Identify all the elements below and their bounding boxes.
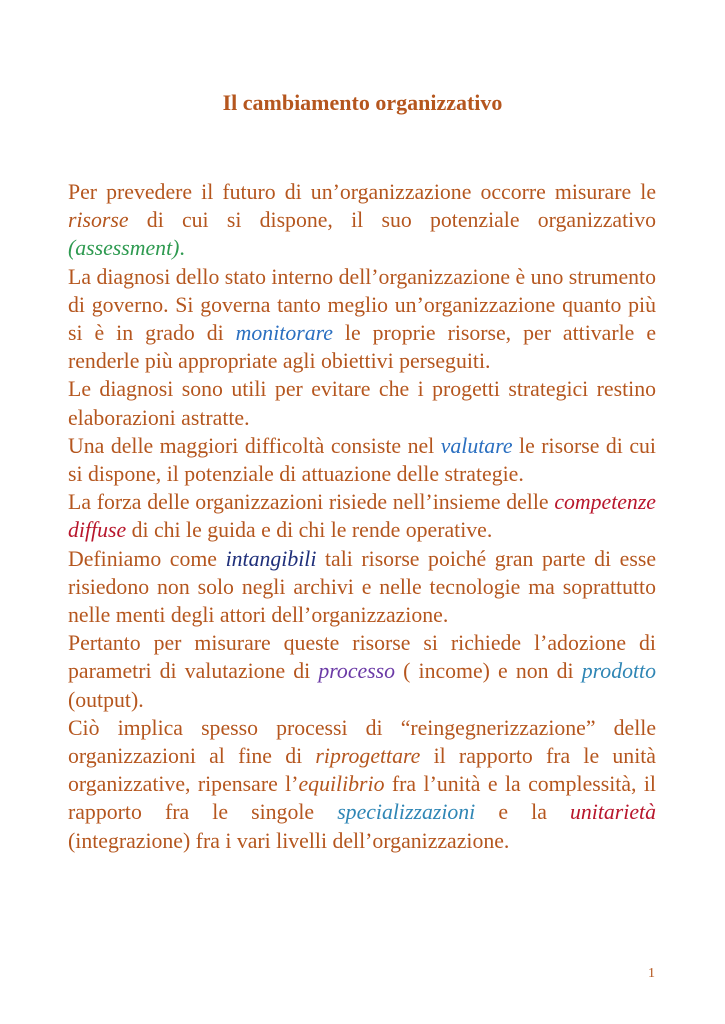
keyword-specializzazioni: specializzazioni <box>337 800 476 825</box>
paragraph-6 <box>68 545 656 630</box>
paragraph-2-text-a: La diagnosi dello stato interno dell’organizzazione è uno strumento di governo. Si governa tanto meglio un’organizzazione quanto più si è in grado di <box>68 264 656 346</box>
paragraph-8-text-e: (integrazione) fra i vari livelli dell’organizzazione. <box>68 828 510 853</box>
keyword-intangibili: intangibili <box>225 546 317 571</box>
paragraph-8 <box>68 714 656 855</box>
paragraph-1-end: . <box>179 236 185 261</box>
paragraph-6-text-b: tali risorse poiché gran parte di esse risiedono non solo negli archivi e nelle tecnologie ma soprattutto nelle menti degli attori dell’organizzazione. <box>68 546 656 628</box>
keyword-prodotto: prodotto <box>581 659 656 684</box>
keyword-monitorare: monitorare <box>235 321 333 346</box>
page-number: 1 <box>648 966 655 981</box>
keyword-assessment <box>68 236 179 260</box>
keyword-competenze-diffuse: competenze diffuse <box>68 490 656 543</box>
keyword-risorse: risorse <box>68 208 129 233</box>
paragraph-2-text-b: le proprie risorse, per attivarle e renderle più appropriate agli obiettivi perseguiti. <box>68 321 656 374</box>
paragraph-8-text-b: il rapporto fra le unità organizzative, ripensare l’ <box>68 744 656 797</box>
paragraph-6-text-a: Definiamo come <box>68 546 226 571</box>
paragraph-8-text-d: e la <box>475 800 570 825</box>
paragraph-7 <box>68 629 656 714</box>
paragraph-5-text-b: di chi le guida e di chi le rende operative. <box>126 518 493 543</box>
paragraph-5-text-a: La forza delle organizzazioni risiede nell’insieme delle <box>68 490 555 515</box>
paragraph-1 <box>68 178 656 263</box>
paragraph-8-text-a: Ciò implica spesso processi di “reingegnerizzazione” delle organizzazioni al fine di <box>68 715 656 769</box>
paragraph-4 <box>68 432 656 488</box>
body-text <box>68 178 656 855</box>
paragraph-4-text-b: le risorse di cui si dispone, il potenziale di attuazione delle strategie. <box>68 433 656 487</box>
keyword-equilibrio: equilibrio <box>298 772 385 797</box>
keyword-valutare: valutare <box>440 433 513 458</box>
keyword-unitarieta: unitarietà <box>570 800 656 825</box>
paragraph-4-text-a: Una delle maggiori difficoltà consiste nel <box>68 433 441 458</box>
paragraph-2 <box>68 263 656 376</box>
paragraph-1-text-b: di cui si dispone, il suo potenziale organizzativo <box>128 208 656 233</box>
paragraph-3: Le diagnosi sono utili per evitare che i progetti strategici restino elaborazioni astratte. <box>68 377 656 430</box>
paragraph-5 <box>68 488 656 544</box>
keyword-processo: processo <box>318 659 396 684</box>
keyword-riprogettare: riprogettare <box>315 744 421 769</box>
page-title: Il cambiamento organizzativo <box>222 90 503 115</box>
paragraph-8-text-c: fra l’unità e la complessità, il rapporto fra le singole <box>68 772 656 825</box>
paragraph-7-text-a: Pertanto per misurare queste risorse si richiede l’adozione di parametri di valutazione di <box>68 631 656 684</box>
paragraph-1-text-a: Per prevedere il futuro di un’organizzazione occorre misurare le <box>68 180 656 204</box>
keyword-assessment-text: (assessment) <box>68 236 180 261</box>
paragraph-7-text-b: ( income) e non di <box>395 659 582 684</box>
paragraph-7-text-c: (output). <box>68 687 144 712</box>
